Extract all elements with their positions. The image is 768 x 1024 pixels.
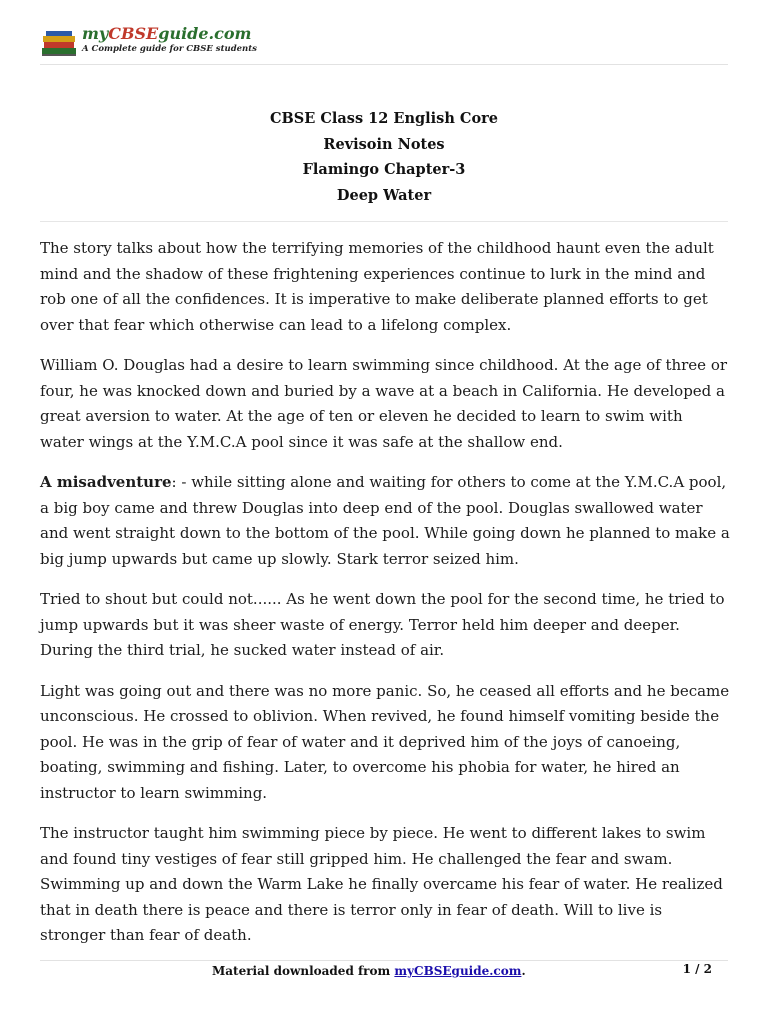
brand-tagline: A Complete guide for CBSE students — [82, 44, 257, 54]
misadventure-text: : - while sitting alone and waiting for others to come at the Y.M.C.A pool, a big boy came and threw Douglas into deep end of the pool. Douglas swallowed water and went straight down to the bottom of the pool. While going down he planned to make a big jump upwards but came up slowly. Stark terror seized him. — [40, 473, 730, 568]
title-line-notes: Revisoin Notes — [323, 135, 445, 153]
title-line-name: Deep Water — [336, 186, 432, 204]
books-logo-icon — [40, 28, 80, 58]
page-number: 1 / 2 — [682, 962, 712, 976]
misadventure-heading: A misadventure — [40, 473, 172, 491]
paragraph-intro: The story talks about how the terrifying memories of the childhood haunt even the adult mind and the shadow of these frightening experiences continue to lurk in the mind and rob one of all the confidences. It is imperative to make deliberate planned efforts to get over that fear which otherwise can lead to a lifelong complex. — [40, 239, 714, 334]
title-line-chapter: Flamingo Chapter-3 — [302, 161, 466, 178]
paragraph-instructor: The instructor taught him swimming piece by piece. He went to different lakes to swim and found tiny vestiges of fear still gripped him. He challenged the fear and swam. Swimming up and down the Warm Lake he finally overcame his fear of water. He realized that in death there is peace and there is terror only in fear of death. Will to live is stronger than fear of death. — [40, 824, 723, 944]
footer-credit — [212, 964, 526, 978]
paragraph-unconscious: Light was going out and there was no more panic. So, he ceased all efforts and he became unconscious. He crossed to oblivion. When revived, he found himself vomiting beside the pool. He was in the grip of fear of water and it deprived him of the joys of canoeing, boating, swimming and fishing. Later, to overcome his phobia for water, he hired an instructor to learn swimming. — [40, 681, 730, 802]
paragraph-misadventure — [40, 470, 730, 572]
footer-prefix: Material downloaded from — [212, 964, 395, 978]
site-logo[interactable] — [40, 26, 260, 60]
footer-suffix: . — [521, 964, 526, 978]
document-body — [40, 236, 730, 964]
brand-suffix: guide.com — [158, 24, 252, 43]
brand-cbse: CBSE — [108, 24, 159, 43]
page-footer — [40, 962, 728, 982]
title-divider — [40, 221, 728, 222]
footer-site-link[interactable]: myCBSEguide.com — [394, 964, 522, 978]
title-line-class: CBSE Class 12 English Core — [270, 110, 498, 127]
paragraph-shout: Tried to shout but could not...... As he went down the pool for the second time, he tried to jump upwards but it was sheer waste of energy. Terror held him deeper and deeper. During the third trial, he sucked water instead of air. — [40, 590, 725, 659]
footer-divider — [40, 960, 728, 961]
document-title — [40, 106, 728, 208]
paragraph-douglas: William O. Douglas had a desire to learn swimming since childhood. At the age of three or four, he was knocked down and buried by a wave at a beach in California. He developed a great aversion to water. At the age of ten or eleven he decided to learn to swim with water wings at the Y.M.C.A pool since it was safe at the shallow end. — [40, 356, 728, 451]
brand-name — [82, 26, 257, 42]
page-header — [40, 22, 728, 65]
brand-prefix: my — [82, 24, 109, 43]
